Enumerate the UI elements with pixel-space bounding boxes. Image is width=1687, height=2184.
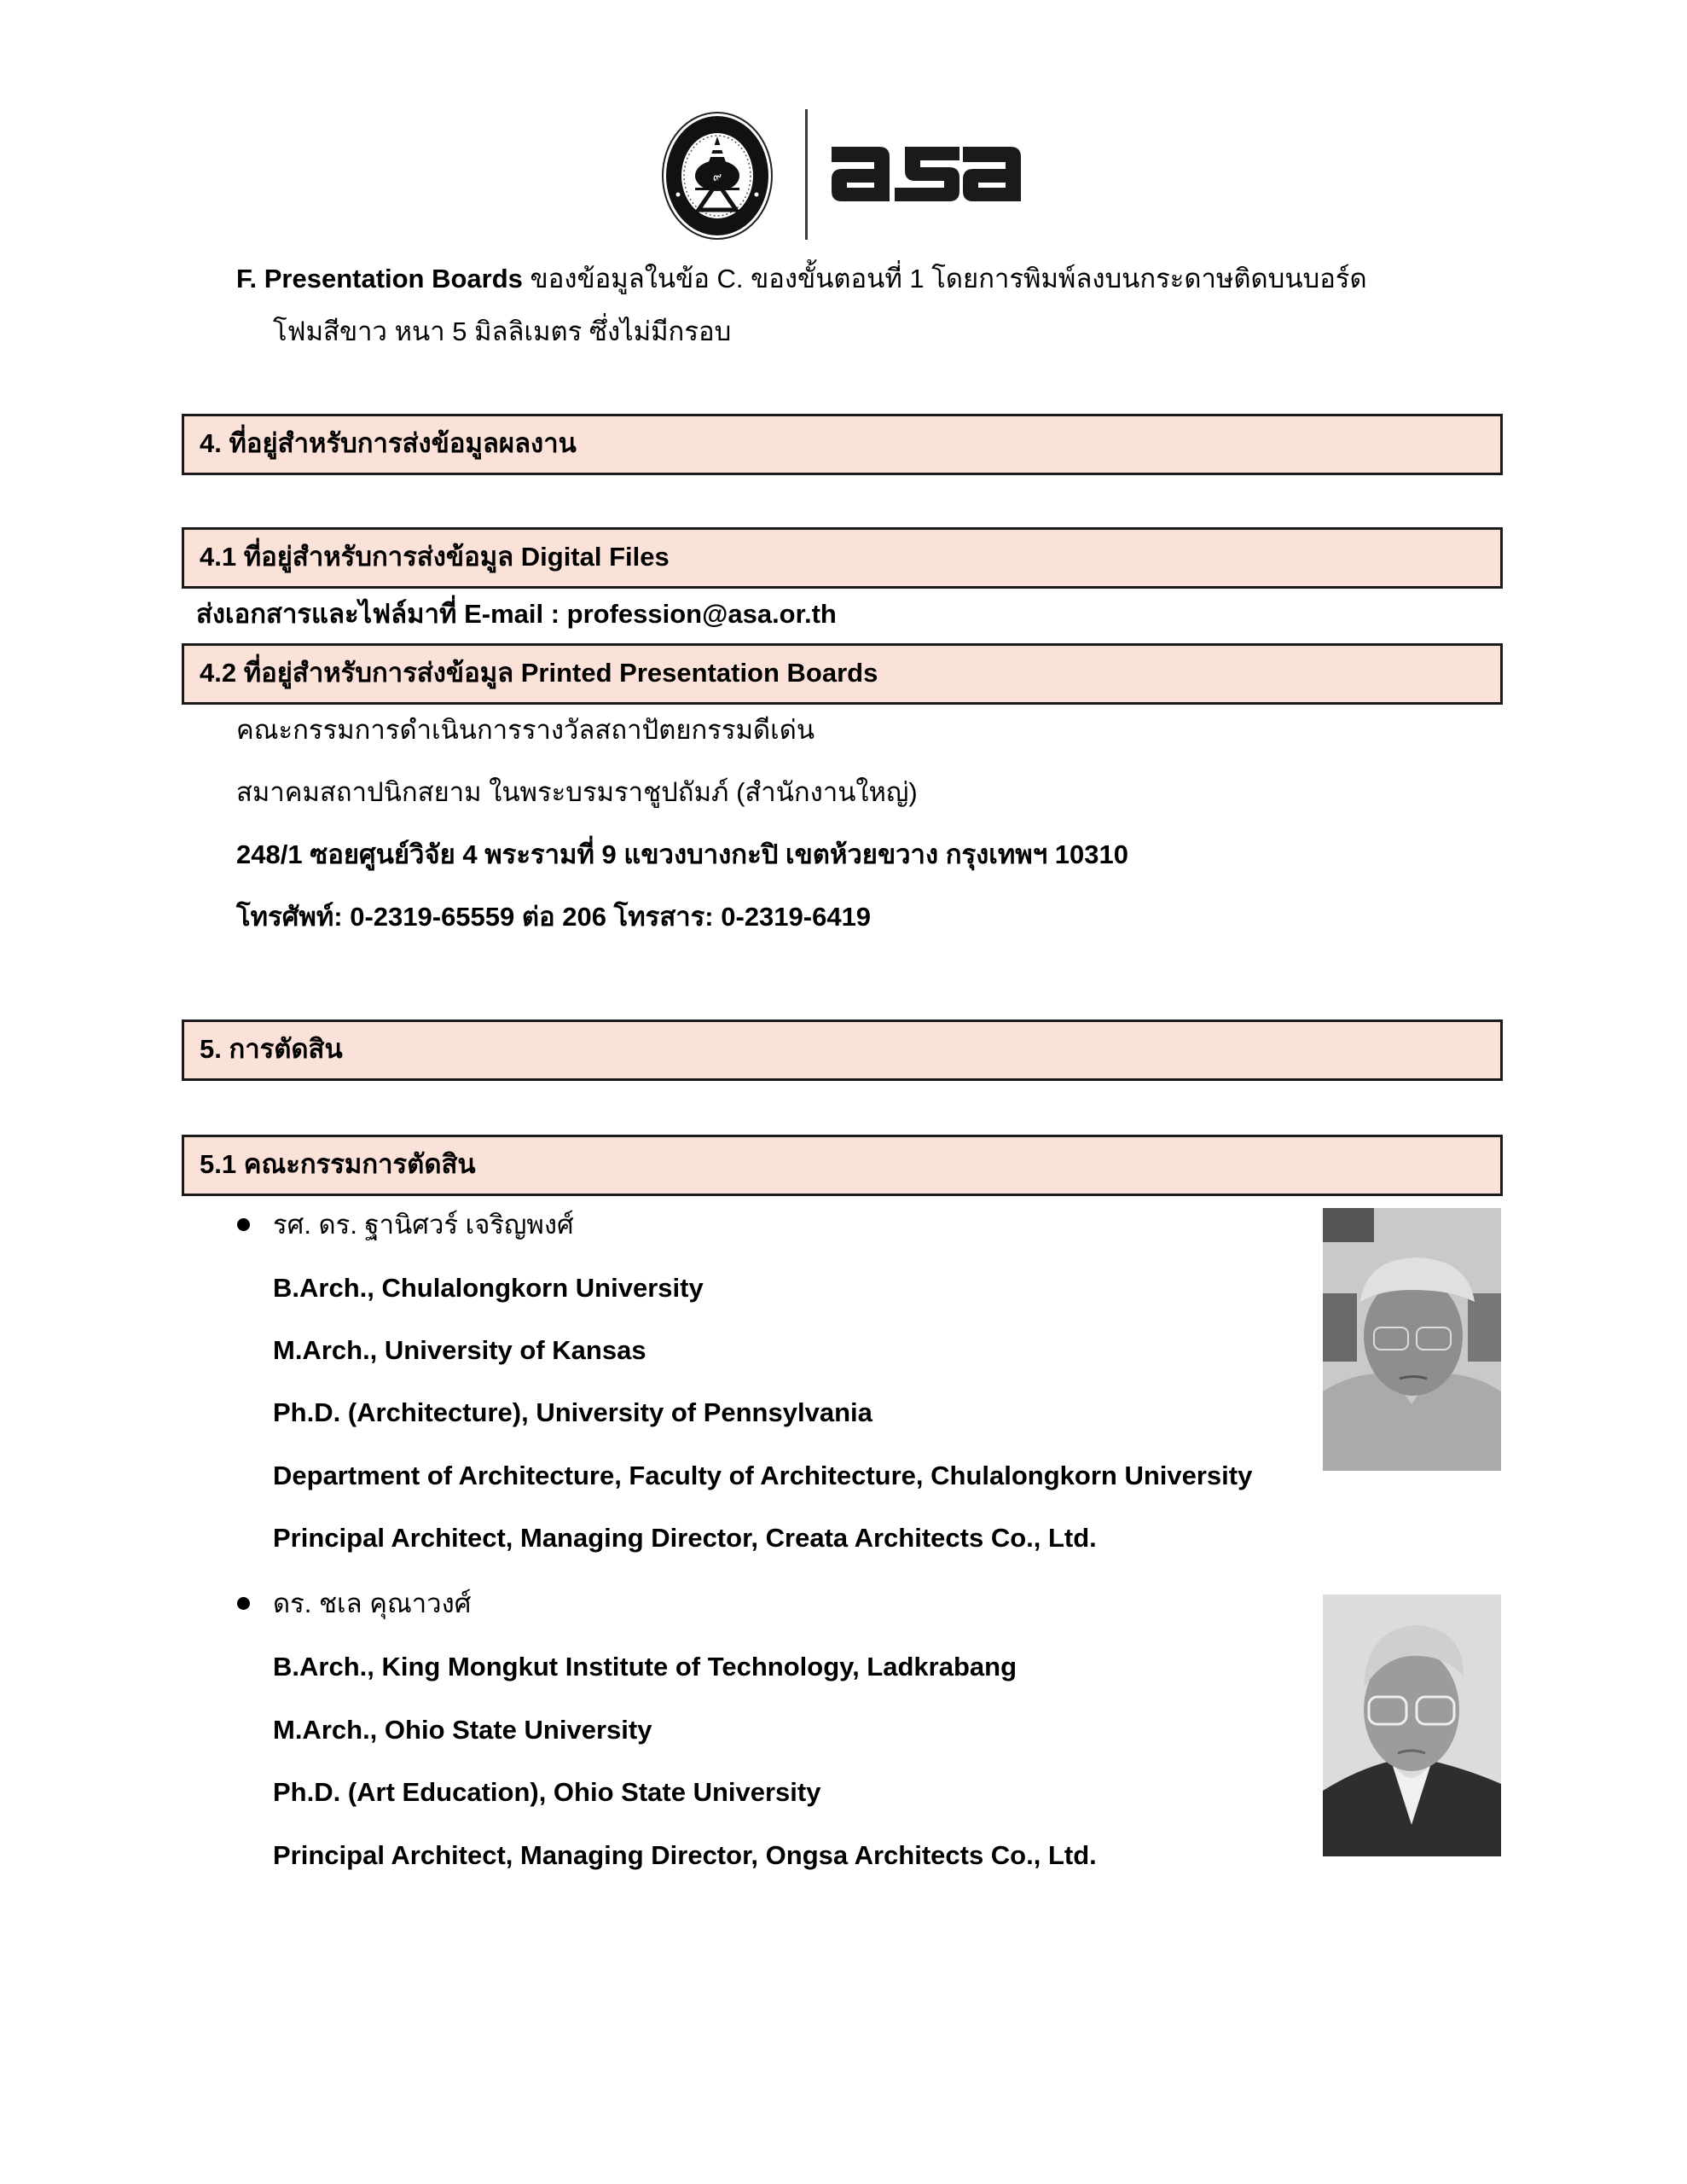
address-line-4: โทรศัพท์: 0-2319-65559 ต่อ 206 โทรสาร: 0-2319-6419 <box>236 902 872 932</box>
judge-2-photo <box>1323 1594 1501 1856</box>
intro-line-1 <box>236 262 1367 296</box>
address-line-3: 248/1 ซอยศูนย์วิจัย 4 พระรามที่ 9 แขวงบางกะปิ เขตห้วยขวาง กรุงเทพฯ 10310 <box>236 839 1128 869</box>
judge-1-credential: Ph.D. (Architecture), University of Pennsylvania <box>273 1397 872 1427</box>
svg-text:๙: ๙ <box>712 171 722 184</box>
address-line-2: สมาคมสถาปนิกสยาม ในพระบรมราชูปถัมภ์ (สำนักงานใหญ่) <box>236 777 918 807</box>
section-5-1-title: 5.1 คณะกรรมการตัดสิน <box>200 1149 476 1179</box>
section-4-2-title: 4.2 ที่อยู่สำหรับการส่งข้อมูล Printed Presentation Boards <box>200 658 878 688</box>
address-line-1: คณะกรรมการดำเนินการรางวัลสถาปัตยกรรมดีเด่น <box>236 715 815 745</box>
judge-1-credential: B.Arch., Chulalongkorn University <box>273 1273 704 1303</box>
digital-files-email[interactable]: ส่งเอกสารและไฟล์มาที่ E-mail : profession@asa.or.th <box>196 599 837 629</box>
intro-rest: ของข้อมูลในข้อ C. ของขั้นตอนที่ 1 โดยการพิมพ์ลงบนกระดาษติดบนบอร์ด <box>522 264 1367 293</box>
judge-2-credential: Principal Architect, Managing Director, Ongsa Architects Co., Ltd. <box>273 1840 1097 1870</box>
asa-emblem-icon <box>661 111 774 241</box>
judge-1-credential: M.Arch., University of Kansas <box>273 1335 646 1365</box>
judge-1-credential: Department of Architecture, Faculty of Architecture, Chulalongkorn University <box>273 1461 1253 1490</box>
section-5-header <box>182 1019 1503 1081</box>
bullet-icon <box>237 1597 250 1610</box>
asa-wordmark-logo <box>830 145 1023 203</box>
judge-2-name: ดร. ชเล คุณาวงศ์ <box>273 1589 472 1618</box>
intro-bold: F. Presentation Boards <box>236 264 523 293</box>
logo-divider <box>805 109 808 240</box>
section-5-title: 5. การตัดสิน <box>200 1034 343 1064</box>
intro-line-2: โฟมสีขาว หนา 5 มิลลิเมตร ซึ่งไม่มีกรอบ <box>273 317 732 346</box>
section-4-header <box>182 414 1503 475</box>
judge-1-credential: Principal Architect, Managing Director, Creata Architects Co., Ltd. <box>273 1523 1097 1553</box>
judge-2-credential: Ph.D. (Art Education), Ohio State University <box>273 1777 821 1807</box>
section-4-title: 4. ที่อยู่สำหรับการส่งข้อมูลผลงาน <box>200 428 577 458</box>
bullet-icon <box>237 1218 250 1231</box>
judge-1-name: รศ. ดร. ฐานิศวร์ เจริญพงศ์ <box>273 1210 574 1240</box>
header-logo <box>661 109 1028 241</box>
judge-1-photo <box>1323 1208 1501 1471</box>
section-4-1-title: 4.1 ที่อยู่สำหรับการส่งข้อมูล Digital Files <box>200 542 670 572</box>
section-4-2-header <box>182 643 1503 705</box>
judge-2-credential: M.Arch., Ohio State University <box>273 1715 652 1745</box>
section-5-1-header <box>182 1135 1503 1196</box>
section-4-1-header <box>182 527 1503 589</box>
judge-2-credential: B.Arch., King Mongkut Institute of Technology, Ladkrabang <box>273 1652 1017 1682</box>
